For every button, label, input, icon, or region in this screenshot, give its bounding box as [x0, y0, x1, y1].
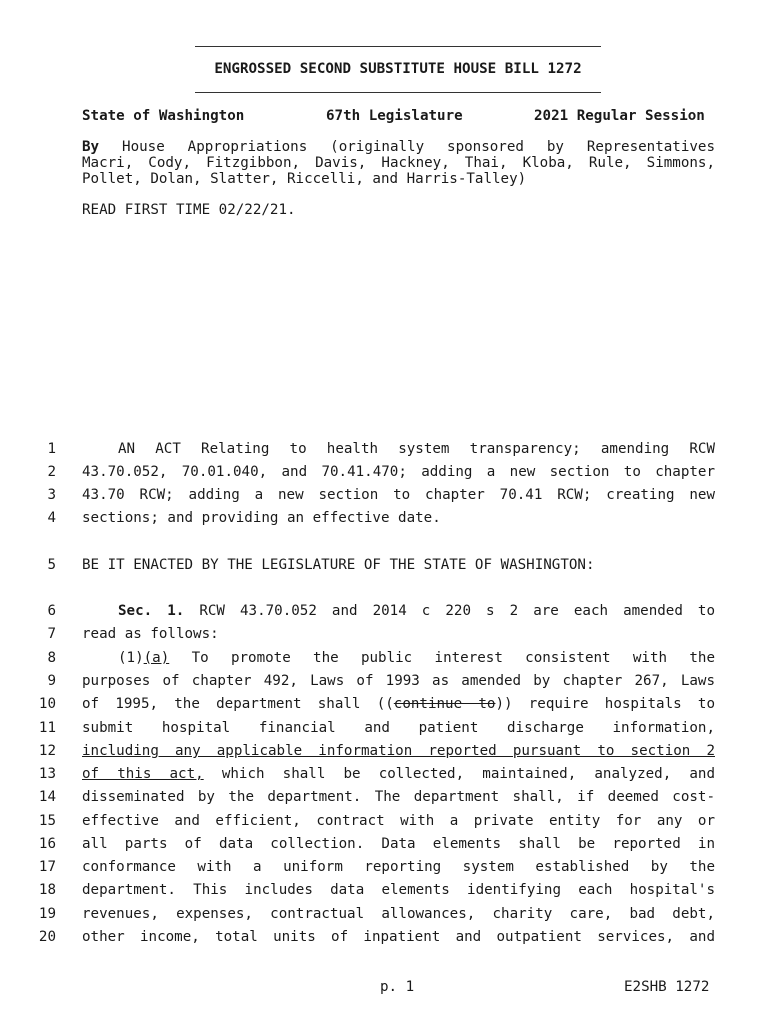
sponsor-line-2: Macri, Cody, Fitzgibbon, Davis, Hackney, Thai, Kloba, Rule, Simmons, — [82, 155, 715, 171]
struck-text: continue to — [393, 696, 496, 712]
body-text: which shall be collected, maintained, analyzed, and — [221, 766, 716, 782]
body-text: AN ACT Relating to health system transparency; amending RCW — [118, 441, 715, 457]
inserted-text: of this act, — [82, 766, 204, 782]
body-line-11: submit hospital financial and patient discharge information, — [82, 720, 715, 736]
line-number: 9 — [47, 673, 56, 689]
line-number: 2 — [47, 464, 56, 480]
enacting-clause: BE IT ENACTED BY THE LEGISLATURE OF THE STATE OF WASHINGTON: — [82, 557, 595, 573]
line-number: 4 — [47, 510, 56, 526]
title-rule-bottom — [195, 92, 601, 93]
line-number: 12 — [38, 743, 56, 759]
line-number: 3 — [47, 487, 56, 503]
body-line-8 — [82, 650, 715, 666]
header-state: State of Washington — [82, 108, 245, 124]
body-line-2: 43.70.052, 70.01.040, and 70.41.470; adding a new section to chapter — [82, 464, 715, 480]
body-text: )) require hospitals to — [495, 696, 715, 712]
page-number: p. 1 — [380, 979, 415, 995]
body-line-3: 43.70 RCW; adding a new section to chapter 70.41 RCW; creating new — [82, 487, 715, 503]
body-line-18: department. This includes data elements identifying each hospital's — [82, 882, 715, 898]
body-line-1 — [82, 441, 715, 457]
line-number: 14 — [38, 789, 56, 805]
line-number: 7 — [47, 626, 56, 642]
bill-title: ENGROSSED SECOND SUBSTITUTE HOUSE BILL 1272 — [214, 61, 582, 77]
line-number: 13 — [38, 766, 56, 782]
body-text: To promote the public interest consistent with the — [191, 650, 715, 666]
body-line-13 — [82, 766, 715, 782]
inserted-text: (a) — [143, 650, 170, 666]
subsection-number: (1) — [118, 650, 144, 666]
header-session: 2021 Regular Session — [534, 108, 705, 124]
bill-code-footer: E2SHB 1272 — [624, 979, 710, 995]
body-text: RCW 43.70.052 and 2014 c 220 s 2 are each amended to — [199, 603, 715, 619]
body-line-7: read as follows: — [82, 626, 219, 642]
line-number: 15 — [38, 813, 56, 829]
body-line-10 — [82, 696, 715, 712]
line-number: 8 — [47, 650, 56, 666]
body-line-6 — [82, 603, 715, 619]
sponsor-text-1: House Appropriations (originally sponsored by Representatives — [122, 139, 715, 155]
line-number: 1 — [47, 441, 56, 457]
line-number: 5 — [47, 557, 56, 573]
body-line-4: sections; and providing an effective date. — [82, 510, 441, 526]
read-first-time: READ FIRST TIME 02/22/21. — [82, 202, 296, 218]
header-legislature: 67th Legislature — [326, 108, 463, 124]
body-line-9: purposes of chapter 492, Laws of 1993 as amended by chapter 267, Laws — [82, 673, 715, 689]
body-line-20: other income, total units of inpatient and outpatient services, and — [82, 929, 715, 945]
line-number: 11 — [38, 720, 56, 736]
title-rule-top — [195, 46, 601, 47]
body-line-14: disseminated by the department. The department shall, if deemed cost- — [82, 789, 715, 805]
body-line-16: all parts of data collection. Data elements shall be reported in — [82, 836, 715, 852]
body-line-12-inserted: including any applicable information reported pursuant to section 2 — [82, 743, 715, 759]
line-number: 10 — [38, 696, 56, 712]
line-number: 16 — [38, 836, 56, 852]
body-text: of 1995, the department shall (( — [82, 696, 394, 712]
sponsor-by: By — [82, 139, 100, 155]
body-line-17: conformance with a uniform reporting system established by the — [82, 859, 715, 875]
section-heading: Sec. 1. — [118, 603, 185, 619]
body-line-19: revenues, expenses, contractual allowances, charity care, bad debt, — [82, 906, 715, 922]
sponsor-line-1 — [82, 139, 715, 155]
line-number: 6 — [47, 603, 56, 619]
sponsor-line-3: Pollet, Dolan, Slatter, Riccelli, and Harris-Talley) — [82, 171, 527, 187]
line-number: 19 — [38, 906, 56, 922]
line-number: 20 — [38, 929, 56, 945]
line-number: 18 — [38, 882, 56, 898]
line-number: 17 — [38, 859, 56, 875]
body-line-15: effective and efficient, contract with a private entity for any or — [82, 813, 715, 829]
